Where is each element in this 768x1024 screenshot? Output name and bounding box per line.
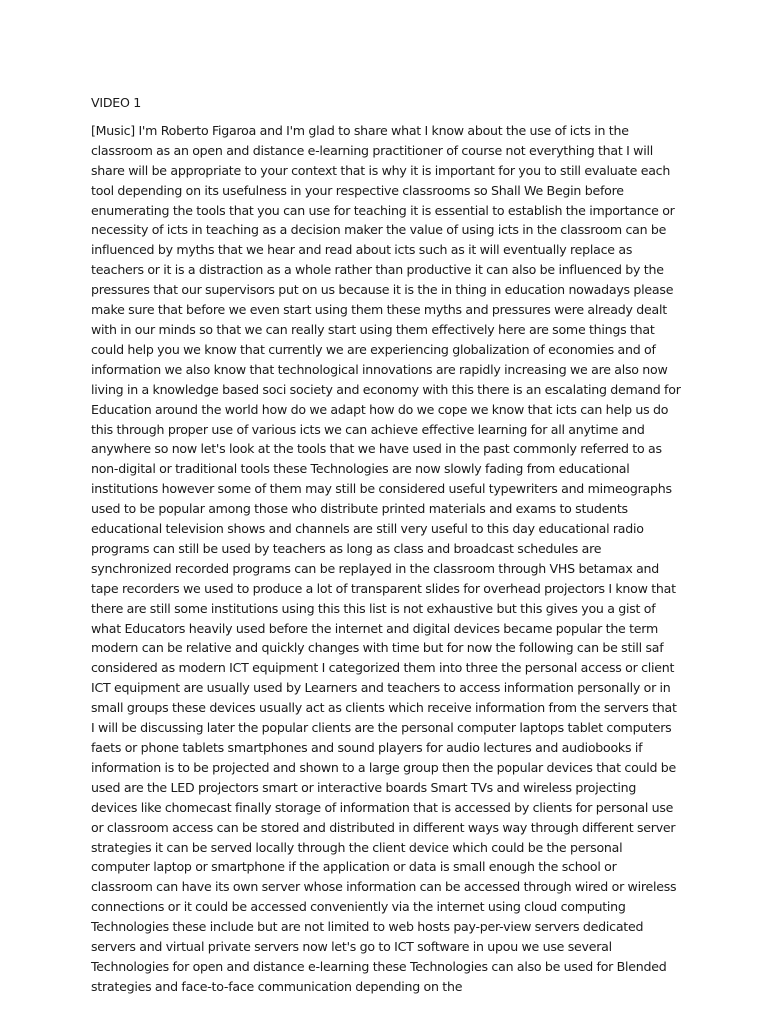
document-heading: VIDEO 1 bbox=[91, 95, 141, 110]
document-body bbox=[91, 93, 681, 997]
transcript-paragraph: [Music] I'm Roberto Figaroa and I'm glad to share what I know about the use of icts in the classroom as an open and distance e-learning practitioner of course not everything that I will share will be appropriate to your context that is why it is important for you to still evaluate each tool depending on its usefulness in your respective classrooms so Shall We Begin before enumerating the tools that you can use for teaching it is essential to establish the importance or necessity of icts in teaching as a decision maker the value of using icts in the classroom can be influenced by myths that we hear and read about icts such as it will eventually replace as teachers or it is a distraction as a whole rather than productive it can also be influenced by the pressures that our supervisors put on us because it is the in thing in education nowadays please make sure that before we even start using them these myths and pressures were already dealt with in our minds so that we can really start using them effectively here are some things that could help you we know that currently we are experiencing globalization of economies and of information we also know that technological innovations are rapidly increasing we are also now living in a knowledge based soci society and economy with this there is an escalating demand for Education around the world how do we adapt how do we cope we know that icts can help us do this through proper use of various icts we can achieve effective learning for all anytime and anywhere so now let's look at the tools that we have used in the past commonly referred to as non-digital or traditional tools these Technologies are now slowly fading from educational institutions however some of them may still be considered useful typewriters and mimeographs used to be popular among those who distribute printed materials and exams to students educational television shows and channels are still very useful to this day educational radio programs can still be used by teachers as long as class and broadcast schedules are synchronized recorded programs can be replayed in the classroom through VHS betamax and tape recorders we used to produce a lot of transparent slides for overhead projectors I know that there are still some institutions using this this list is not exhaustive but this gives you a gist of what Educators heavily used before the internet and digital devices became popular the term modern can be relative and quickly changes with time but for now the following can be still saf considered as modern ICT equipment I categorized them into three the personal access or client ICT equipment are usually used by Learners and teachers to access information personally or in small groups these devices usually act as clients which receive information from the servers that I will be discussing later the popular clients are the personal computer laptops tablet computers faets or phone tablets smartphones and sound players for audio lectures and audiobooks if information is to be projected and shown to a large group then the popular devices that could be used are the LED projectors smart or interactive boards Smart TVs and wireless projecting devices like chomecast finally storage of information that is accessed by clients for personal use or classroom access can be stored and distributed in different ways way through different server strategies it can be served locally through the client device which could be the personal computer laptop or smartphone if the application or data is small enough the school or classroom can have its own server whose information can be accessed through wired or wireless connections or it could be accessed conveniently via the internet using cloud computing Technologies these include but are not limited to web hosts pay-per-view servers dedicated servers and virtual private servers now let's go to ICT software in upou we use several Technologies for open and distance e-learning these Technologies can also be used for Blended strategies and face-to-face communication depending on the bbox=[91, 122, 681, 994]
